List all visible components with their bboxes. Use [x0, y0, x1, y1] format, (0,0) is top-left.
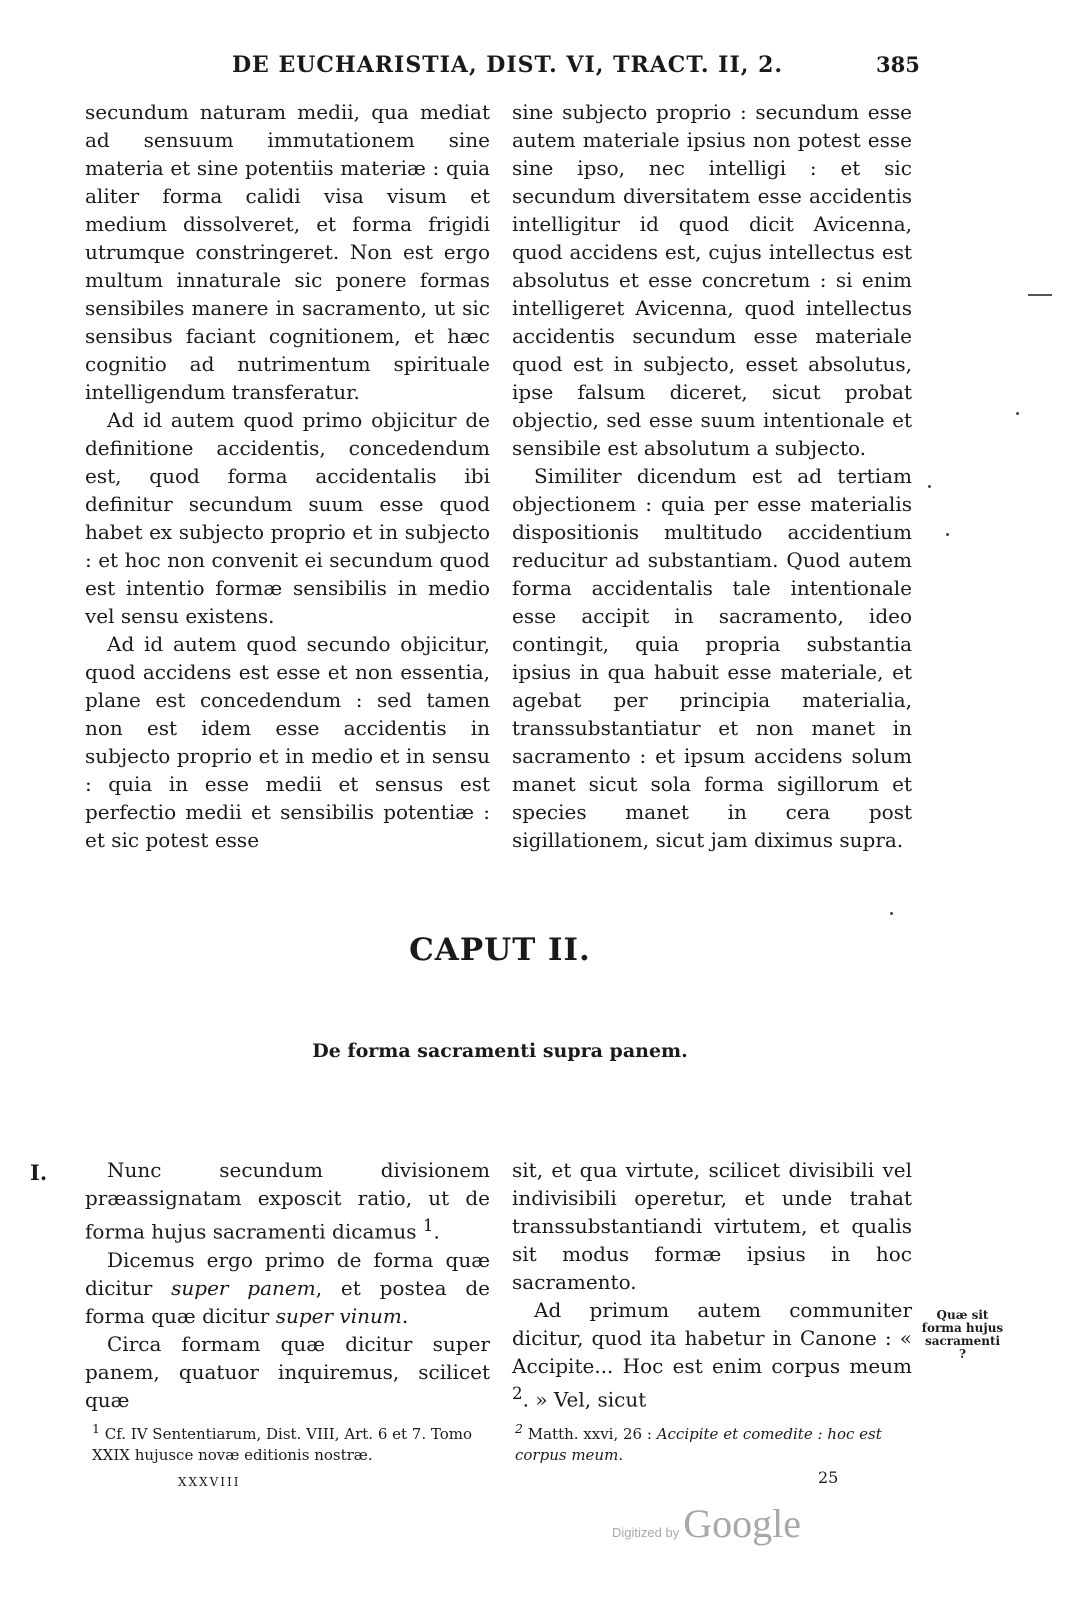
printer-signature: XXXVIII	[178, 1475, 241, 1489]
right-column-top	[512, 98, 912, 854]
paragraph-text: Dicemus ergo primo de forma quæ dicitur	[85, 1247, 490, 1300]
left-column-bottom	[85, 1156, 490, 1414]
right-column-bottom	[512, 1156, 912, 1414]
paragraph	[85, 1246, 490, 1330]
paragraph: Circa formam quæ dicitur super panem, quatuor inquiremus, scilicet quæ	[85, 1331, 490, 1412]
chapter-subtitle: De forma sacramenti supra panem.	[312, 1040, 688, 1062]
sheet-number: 25	[818, 1468, 839, 1487]
margin-note: Quæ sit forma hujus sacramenti ?	[921, 1308, 1004, 1361]
paragraph: sit, et qua virtute, scilicet divisibili vel indivisibili operetur, et unde trahat transsubstantiandi virtutem, et qualis sit modus formæ ipsius in hoc sacramento.	[512, 1158, 912, 1294]
paragraph-text: Ad primum autem communiter dicitur, quod ita habetur in Canone : « Accipite... Hoc est enim corpus meum	[512, 1298, 912, 1378]
speck	[890, 912, 893, 915]
margin-mark	[1028, 294, 1052, 296]
footnote-ref: 2	[512, 1384, 523, 1403]
footnote-right	[515, 1418, 915, 1466]
speck	[946, 533, 949, 536]
footnote-marker: 1	[92, 1421, 100, 1436]
paragraph: Similiter dicendum est ad tertiam objectionem : quia per esse materialis dispositionis multitudo accidentium reducitur ad substantiam. Quod autem forma accidentalis tale intentionale esse accipit in sacramento, ideo contingit, quia propria substantia ipsius in qua habuit esse materiale, et agebat per principia materialia, transsubstantiatur et non manet in sacramento : et ipsum accidens solum manet sicut sola forma sigillorum et species manet in cera post sigillationem, sicut jam diximus supra.	[512, 464, 912, 852]
punctuation: .	[433, 1219, 440, 1244]
footnote-left	[92, 1418, 492, 1466]
page-number: 385	[876, 52, 920, 77]
digitized-watermark	[612, 1500, 801, 1547]
watermark-small: Digitized by	[612, 1525, 680, 1540]
paragraph-text: Nunc secundum divisionem præassignatam exposcit ratio, ut de forma hujus sacramenti dicamus	[85, 1158, 490, 1244]
left-column-top	[85, 98, 490, 854]
footnote-ref: 1	[422, 1216, 434, 1235]
footnote-quote: Accipite et comedite : hoc est corpus meum.	[515, 1425, 882, 1464]
paragraph-text: . » Vel, sicut	[522, 1387, 647, 1412]
section-number: I.	[30, 1160, 48, 1185]
punctuation: .	[401, 1303, 409, 1328]
footnote-text: Cf. IV Sententiarum, Dist. VIII, Art. 6 et 7. Tomo XXIX hujusce novæ editionis nostræ.	[92, 1425, 473, 1464]
paragraph: Ad id autem quod primo objicitur de definitione accidentis, concedendum est, quod forma accidentalis ibi definitur secundum suum esse quod habet ex subjecto proprio et in subjecto : et hoc non convenit ei secundum quod est intentio formæ sensibilis in medio vel sensu existens.	[85, 408, 490, 628]
paragraph: Ad id autem quod secundo objicitur, quod accidens est esse et non essentia, plane est concedendum : sed tamen non est idem esse accidentis in subjecto proprio et in medio et in sensu : quia in esse medii et sensus est perfectio medii et sensibilis potentiæ : et sic potest esse	[85, 632, 490, 852]
speck	[928, 485, 931, 488]
italic-term: super panem	[171, 1275, 316, 1300]
watermark-logo: Google	[683, 1501, 801, 1546]
paragraph: sine subjecto proprio : secundum esse autem materiale ipsius non potest esse sine ipso, nec intelligi : et sic secundum diversitatem esse accidentis intelligitur id quod dicit Avicenna, quod accidens est, cujus intellectus est absolutus et esse concretum : si enim intelligeret Avicenna, quod intellectus accidentis secundum esse materiale quod est in subjecto, esset absolutus, ipse falsum diceret, sicut probat objectio, sed esse suum intentionale et sensibile est absolutum a subjecto.	[512, 100, 912, 460]
chapter-title: CAPUT II.	[409, 932, 591, 968]
paragraph-text: , et postea de forma quæ dicitur	[85, 1275, 490, 1328]
italic-term: super vinum	[275, 1303, 402, 1328]
running-header: DE EUCHARISTIA, DIST. VI, TRACT. II, 2.	[231, 52, 784, 78]
footnote-marker: 2	[515, 1421, 523, 1436]
paragraph: secundum naturam medii, qua mediat ad sensuum immutationem sine materia et sine potentiis materiæ : quia aliter forma calidi visa visum et medium dissolveret, et forma frigidi utrumque constringeret. Non est ergo multum innaturale sic ponere formas sensibiles manere in sacramento, ut sic sensibus faciant cognitionem, et hæc cognitio ad nutrimentum spirituale intelligendum transferatur.	[85, 100, 490, 404]
paragraph	[85, 1156, 490, 1246]
paragraph	[512, 1296, 912, 1414]
speck	[1016, 412, 1019, 415]
footnote-citation: Matth. xxvi, 26 :	[527, 1425, 657, 1443]
